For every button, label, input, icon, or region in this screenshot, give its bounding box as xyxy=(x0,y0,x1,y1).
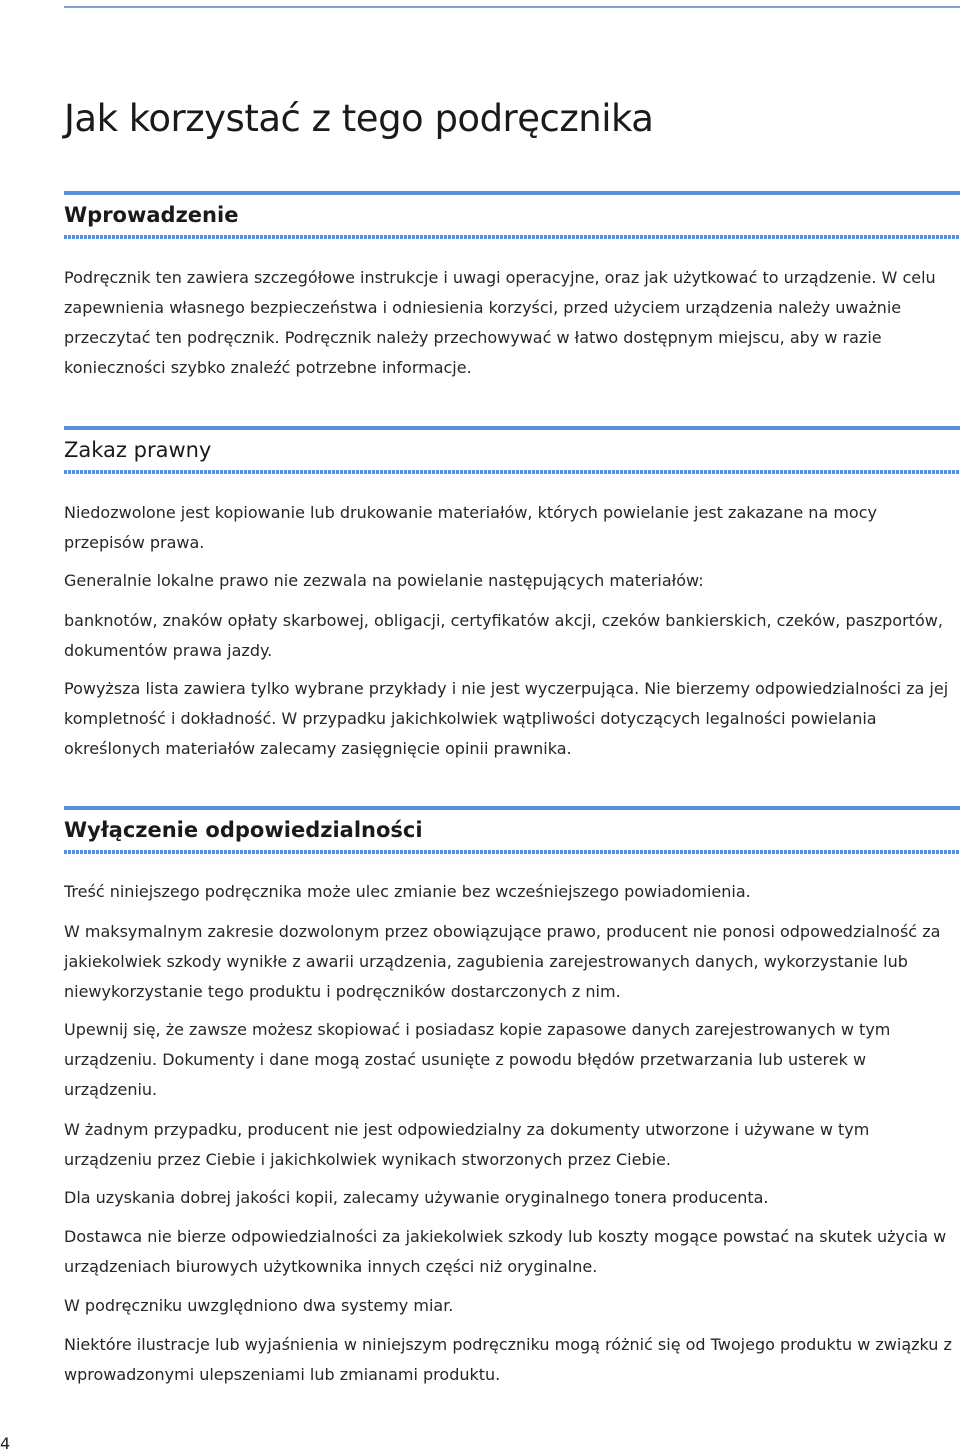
page-title: Jak korzystać z tego podręcznika xyxy=(64,97,654,140)
page-number: 4 xyxy=(0,1434,11,1453)
top-rule xyxy=(64,6,960,8)
section-heading: Wprowadzenie xyxy=(64,203,239,227)
paragraph: W maksymalnym zakresie dozwolonym przez obowiązujące prawo, producent nie ponosi odpowedzialność za jakiekolwiek szkody wynikłe z awarii urządzenia, zagubienia zarejestrowanych danych, wykorzystanie lub niewykorzystanie tego produktu i podręczników dostarczonych z nim. xyxy=(64,922,941,1001)
paragraph: Generalnie lokalne prawo nie zezwala na powielanie następujących materiałów: xyxy=(64,571,704,590)
paragraph: Dla uzyskania dobrej jakości kopii, zalecamy używanie oryginalnego tonera producenta. xyxy=(64,1188,769,1207)
paragraph: Niedozwolone jest kopiowanie lub drukowanie materiałów, których powielanie jest zakazane na mocy przepisów prawa. xyxy=(64,503,877,552)
paragraph: Treść niniejszego podręcznika może ulec zmianie bez wcześniejszego powiadomienia. xyxy=(64,882,751,901)
section-header-zakaz-prawny xyxy=(64,426,960,474)
paragraph: Powyższa lista zawiera tylko wybrane przykłady i nie jest wyczerpująca. Nie bierzemy odpowiedzialności za jej kompletność i dokładność. W przypadku jakichkolwiek wątpliwości dotyczących legalności powielania określonych materiałów zalecamy zasięgnięcie opinii prawnika. xyxy=(64,679,949,758)
paragraph: Upewnij się, że zawsze możesz skopiować i posiadasz kopie zapasowe danych zarejestrowanych w tym urządzeniu. Dokumenty i dane mogą zostać usunięte z powodu błędów przetwarzania lub usterek w urządzeniu. xyxy=(64,1020,891,1099)
section-header-wylaczenie-odpowiedzialnosci xyxy=(64,806,960,854)
section-heading: Zakaz prawny xyxy=(64,438,212,462)
paragraph: Podręcznik ten zawiera szczegółowe instrukcje i uwagi operacyjne, oraz jak użytkować to urządzenie. W celu zapewnienia własnego bezpieczeństwa i odniesienia korzyści, przed użyciem urządzenia należy uważnie przeczytać ten podręcznik. Podręcznik należy przechowywać w łatwo dostępnym miejscu, aby w razie konieczności szybko znaleźć potrzebne informacje. xyxy=(64,268,936,377)
paragraph: Niektóre ilustracje lub wyjaśnienia w niniejszym podręczniku mogą różnić się od Twojego produktu w związku z wprowadzonymi ulepszeniami lub zmianami produktu. xyxy=(64,1335,952,1384)
section-rule-bottom xyxy=(64,470,960,474)
section-header-wprowadzenie xyxy=(64,191,960,239)
paragraph: banknotów, znaków opłaty skarbowej, obligacji, certyfikatów akcji, czeków bankierskich, czeków, paszportów, dokumentów prawa jazdy. xyxy=(64,611,943,660)
section-rule-bottom xyxy=(64,850,960,854)
section-rule-bottom xyxy=(64,235,960,239)
paragraph: W żadnym przypadku, producent nie jest odpowiedzialny za dokumenty utworzone i używane w tym urządzeniu przez Ciebie i jakichkolwiek wynikach stworzonych przez Ciebie. xyxy=(64,1120,870,1169)
paragraph: W podręczniku uwzględniono dwa systemy miar. xyxy=(64,1296,454,1315)
section-heading: Wyłączenie odpowiedzialności xyxy=(64,818,423,842)
paragraph: Dostawca nie bierze odpowiedzialności za jakiekolwiek szkody lub koszty mogące powstać na skutek użycia w urządzeniach biurowych użytkownika innych części niż oryginalne. xyxy=(64,1227,947,1276)
